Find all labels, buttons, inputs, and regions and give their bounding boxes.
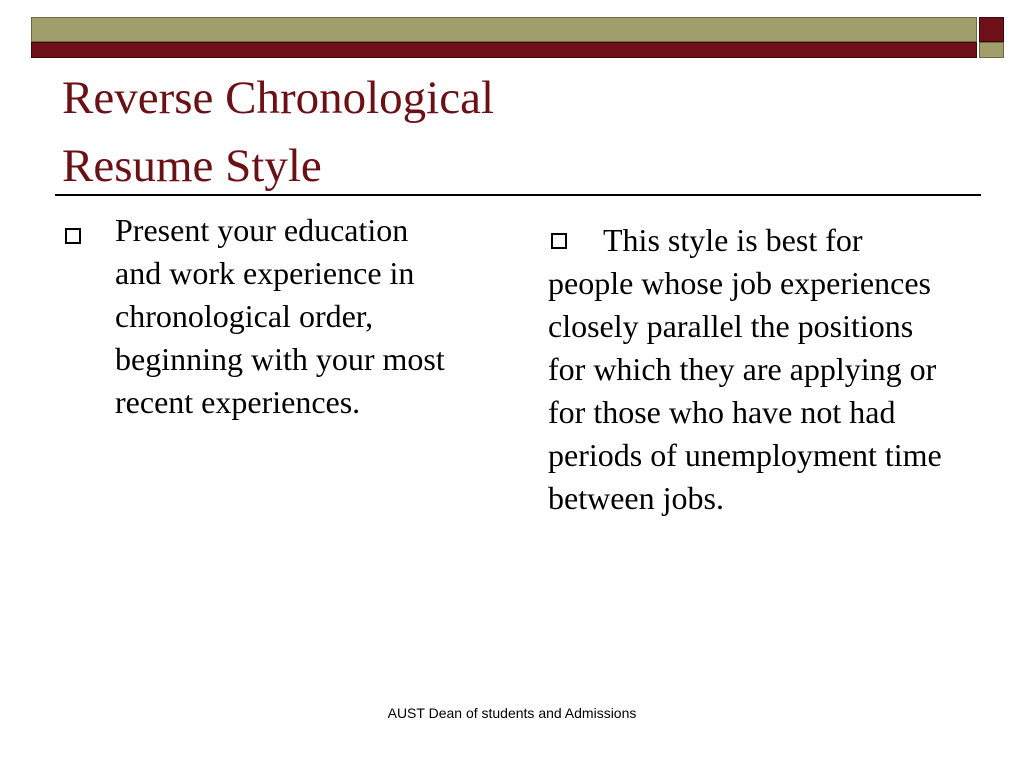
right-bullet-text: This style is best for people whose job experiences closely parallel the positions for which they are applying or for those who have not had periods of unemployment time between jobs.	[548, 222, 942, 516]
header-square-olive	[979, 42, 1004, 58]
header-square-maroon	[979, 17, 1004, 42]
right-column	[548, 219, 953, 520]
slide-footer: AUST Dean of students and Admissions	[387, 705, 637, 721]
slide-title-line-2: Resume Style	[62, 140, 322, 192]
title-divider	[55, 194, 981, 196]
left-bullet-text: Present your education and work experience in chronological order, beginning with your most recent experiences.	[115, 212, 445, 420]
hollow-square-bullet-icon	[551, 233, 567, 249]
left-bullet-item	[62, 209, 452, 424]
right-bullet-item	[548, 219, 953, 520]
left-column	[62, 209, 452, 424]
header-bar-olive	[31, 17, 977, 42]
slide-title	[62, 64, 962, 200]
header-bar-maroon	[31, 42, 977, 58]
hollow-square-bullet-icon	[65, 228, 81, 244]
slide-title-line-1: Reverse Chronological	[62, 72, 495, 124]
